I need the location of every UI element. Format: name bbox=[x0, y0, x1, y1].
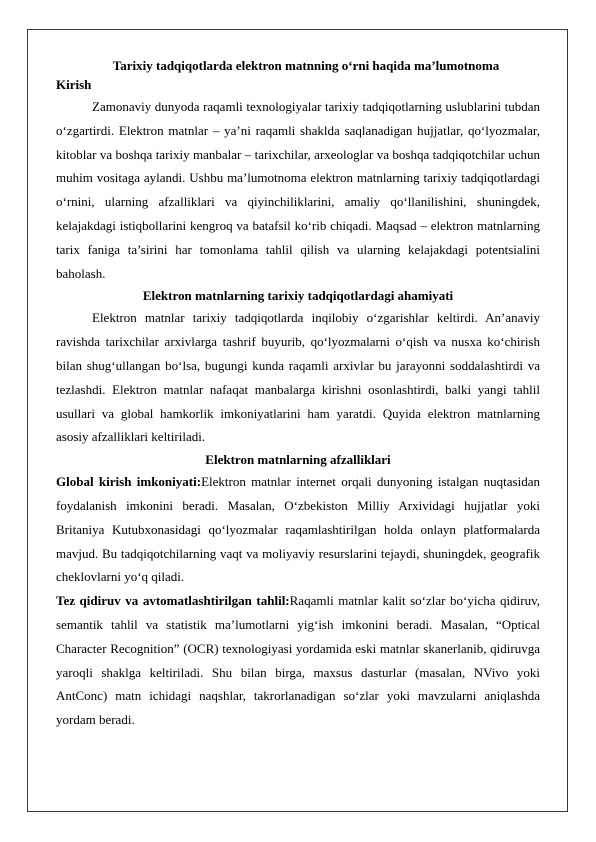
intro-paragraph: Zamonaviy dunyoda raqamli texnologiyalar tarixiy tadqiqotlarning uslublarini tubdan o‘zgartirdi. Elektron matnlar – ya’ni raqamli shaklda saqlanadigan hujjatlar, qo‘lyozmalar, kitoblar va boshqa tarixiy manbalar – tarixchilar, arxeologlar va boshqa tadqiqotchilar uchun muhim vositaga aylandi. Ushbu ma’lumotnoma elektron matnlarning tarixiy tadqiqotlardagi o‘rnini, ularning afzalliklari va qiyinchiliklarini, amaliy qo‘llanilishini, shuningdek, kelajakdagi istiqbollarini kengroq va batafsil ko‘rib chiqadi. Maqsad – elektron matnlarning tarix faniga ta’sirini har tomonlama tahlil qilish va ularning kelajakdagi potentsialini baholash. bbox=[56, 99, 540, 281]
advantage-fast-search-lead: Tez qidiruv va avtomatlashtirilgan tahlil: bbox=[56, 593, 290, 609]
advantage-global-access-text: Elektron matnlar internet orqali dunyoning istalgan nuqtasidan foydalanish imkonini beradi. Masalan, O‘zbekiston Milliy Arxividagi hujjatlar yoki Britaniya Kutubxonasidagi qo‘lyozmalar raqamlashtirilgan holda onlayn platformalarda mavjud. Bu tadqiqotchilarning vaqt va moliyaviy resurslarini tejaydi, shuningdek, geografik cheklovlarni yo‘q qiladi. bbox=[56, 474, 540, 585]
importance-paragraph: Elektron matnlar tarixiy tadqiqotlarda inqilobiy o‘zgarishlar keltirdi. An’anaviy ravishda tarixchilar arxivlarga tashrif buyurib, qo‘lyozmalarni o‘qish va nusxa ko‘chirish bilan shug‘ullangan bo‘lsa, bugungi kunda raqamli arxivlar bu jarayonni soddalashtirdi va tezlashdi. Elektron matnlar nafaqat manbalarga kirishni osonlashtirdi, balki yangi tahlil usullari va global hamkorlik imkoniyatlarini ham yaratdi. Quyida elektron matnlarning asosiy afzalliklari keltiriladi. bbox=[56, 310, 540, 445]
intro-heading: Kirish bbox=[56, 77, 92, 92]
advantage-global-access-lead: Global kirish imkoniyati: bbox=[56, 474, 202, 490]
advantage-fast-search-text: Raqamli matnlar kalit so‘zlar bo‘yicha qidiruv, semantik tahlil va statistik ma’lumotlarni yig‘ish imkonini beradi. Masalan, “Optical Character Recognition” (OCR) texnologiyasi yordamida eski matnlar skanerlanib, qidiruvga yaroqli shaklga keltiriladi. Shu bilan birga, maxsus dasturlar (masalan, NVivo yoki AntConc) matn ichidagi naqshlar, takrorlanadigan so‘zlar yoki mavzularni aniqlashda yordam beradi. bbox=[56, 593, 540, 728]
advantage-global-access bbox=[56, 470, 540, 589]
document-title: Tarixiy tadqiqotlarda elektron matnning o‘rni haqida ma’lumotnoma bbox=[112, 58, 500, 73]
document-body bbox=[56, 58, 540, 732]
section-heading-advantages: Elektron matnlarning afzalliklari bbox=[205, 452, 391, 468]
section-heading-importance: Elektron matnlarning tarixiy tadqiqotlardagi ahamiyati bbox=[142, 288, 454, 304]
advantage-fast-search bbox=[56, 589, 540, 732]
